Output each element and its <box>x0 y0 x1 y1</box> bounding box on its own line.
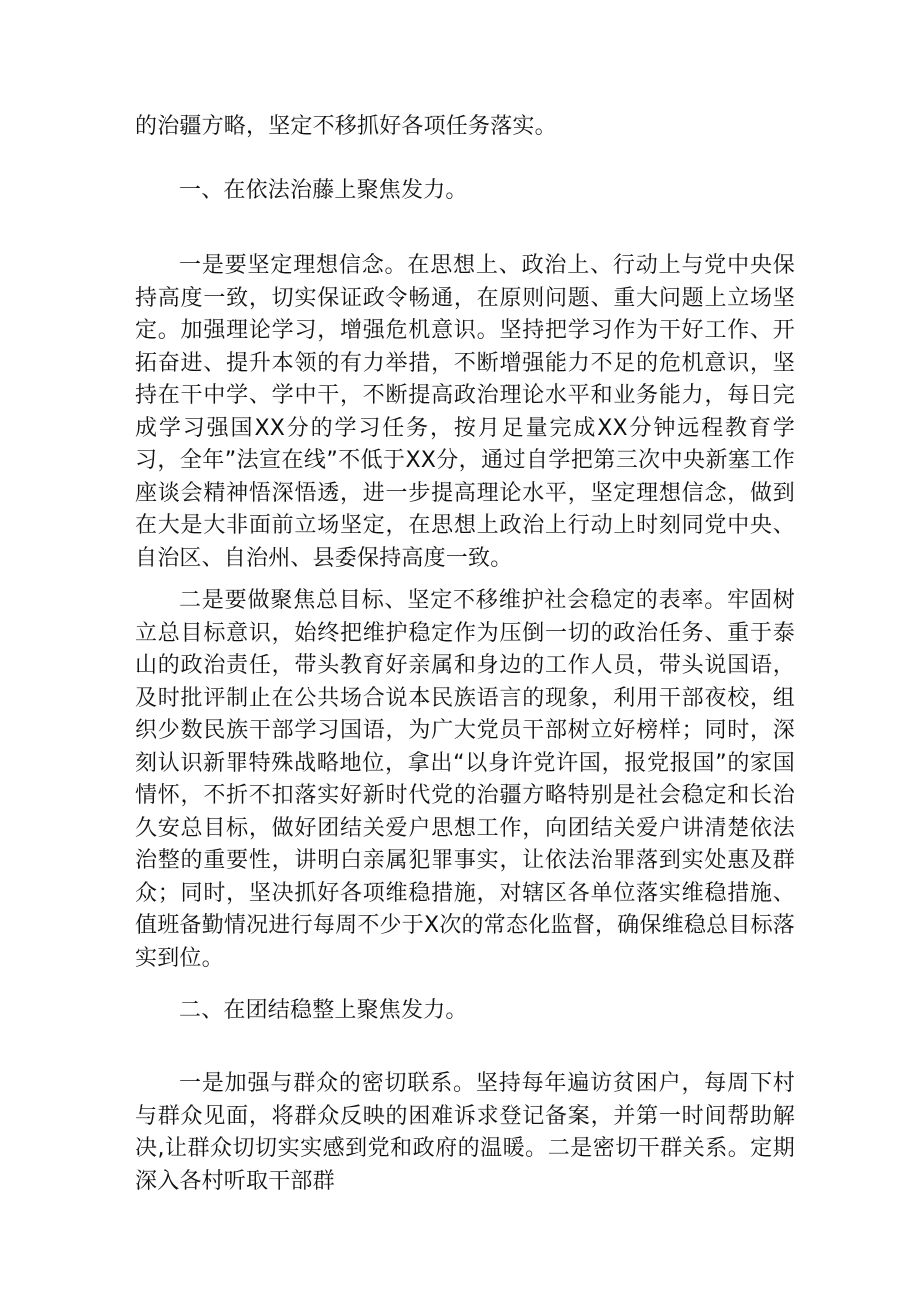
paragraph-ideals: 一是要坚定理想信念。在思想上、政治上、行动上与党中央保持高度一致，切实保证政令畅通，在原则问题、重大问题上立场坚定。加强理论学习，增强危机意识。坚持把学习作为干好工作、开拓奋进、提升本领的有力举措，不断增强能力不足的危机意识，坚持在干中学、学中干，不断提高政治理论水平和业务能力，每日完成学习强国XX分的学习任务，按月足量完成XX分钟远程教育学习，全年”法宣在线”不低于XX分，通过自学把第三次中央新塞工作座谈会精神悟深悟透，进一步提高理论水平，坚定理想信念，做到在大是大非面前立场坚定，在思想上政治上行动上时刻同党中央、自治区、自治州、县委保持高度一致。 <box>135 253 795 571</box>
continuation-paragraph: 的治疆方略，坚定不移抓好各项任务落实。 <box>135 114 557 139</box>
paragraph-masses: 一是加强与群众的密切联系。坚持每年遍访贫困户，每周下村与群众见面，将群众反映的困难诉求登记备案，并第一时间帮助解决,让群众切切实实感到党和政府的温暖。二是密切干群关系。定期深入各村听取干部群 <box>135 1071 795 1194</box>
section-heading-2: 二、在团结稳整上聚焦发力。 <box>179 998 468 1023</box>
paragraph-stability: 二是要做聚焦总目标、坚定不移维护社会稳定的表率。牢固树立总目标意识，始终把维护稳定作为压倒一切的政治任务、重于泰山的政治责任，带头教育好亲属和身边的工作人员，带头说国语，及时批评制止在公共场合说本民族语言的现象，利用干部夜校，组织少数民族干部学习国语，为广大党员干部树立好榜样；同时，深刻认识新罪特殊战略地位，拿出“以身许党许国，报党报国”的家国情怀，不折不扣落实好新时代党的治疆方略特别是社会稳定和长治久安总目标，做好团结关爱户思想工作，向团结关爱户讲清楚依法治整的重要性，讲明白亲属犯罪事实，让依法治罪落到实处惠及群众；同时，坚决抓好各项维稳措施，对辖区各单位落实维稳措施、值班备勤情况进行每周不少于X次的常态化监督，确保维稳总目标落实到位。 <box>135 588 795 971</box>
section-heading-1: 一、在依法治藤上聚焦发力。 <box>179 178 468 203</box>
